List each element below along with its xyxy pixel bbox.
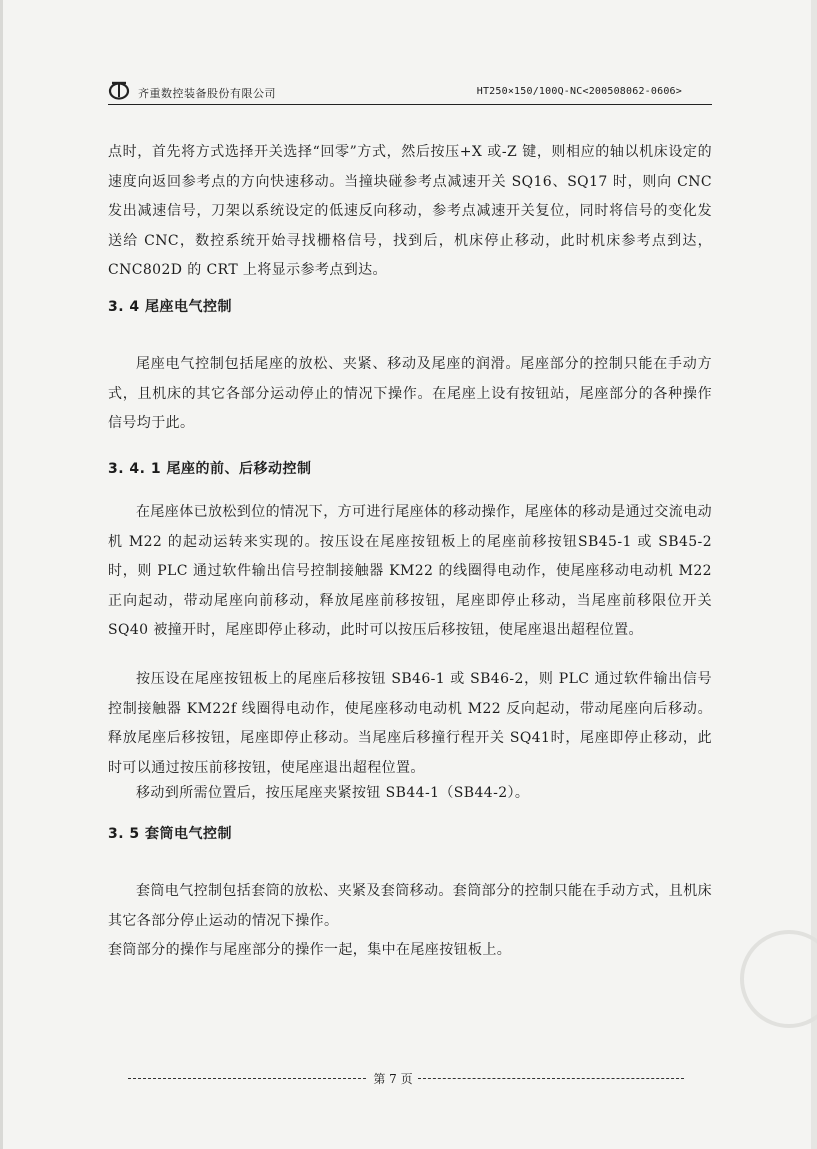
page-footer: [128, 1069, 688, 1089]
section-heading: 3. 4 尾座电气控制: [108, 299, 233, 315]
page-header: [108, 76, 712, 105]
section-heading: 3. 4. 1 尾座的前、后移动控制: [108, 461, 312, 477]
paragraph: 按压设在尾座按钮板上的尾座后移按钮 SB46-1 或 SB46-2，则 PLC 通过软件输出信号控制接触器 KM22f 线圈得电动作，使尾座移动电动机 M22 反向起动，带动尾座向后移动。释放尾座后移按钮，尾座即停止移动。当尾座后移撞行程开关 SQ41时，尾座即停止移动，此时可以通过按压前移按钮，使尾座退出超程位置。: [108, 671, 712, 776]
paragraph: 在尾座体已放松到位的情况下，方可进行尾座体的移动操作，尾座体的移动是通过交流电动机 M22 的起动运转来实现的。按压设在尾座按钮板上的尾座前移按钮SB45-1 或 SB45-2 时，则 PLC 通过软件输出信号控制接触器 KM22 的线圈得电动作，使尾座移动电动机 M22 正向起动，带动尾座向前移动，释放尾座前移按钮，尾座即停止移动，当尾座前移限位开关 SQ40 被撞开时，尾座即停止移动，此时可以按压后移按钮，使尾座退出超程位置。: [108, 504, 712, 638]
paragraph: 点时，首先将方式选择开关选择“回零”方式，然后按压+X 或-Z 键，则相应的轴以机床设定的速度向返回参考点的方向快速移动。当撞块碰参考点减速开关 SQ16、SQ17 时，则向 CNC 发出减速信号，刀架以系统设定的低速反向移动，参考点减速开关复位，同时将信号的变化发送给 CNC，数控系统开始寻找栅格信号，找到后，机床停止移动，此时机床参考点到达，CNC802D 的 CRT 上将显示参考点到达。: [108, 144, 712, 278]
footer-divider: [418, 1078, 684, 1079]
footer-divider: [128, 1078, 366, 1079]
paragraph: 套筒电气控制包括套筒的放松、夹紧及套筒移动。套筒部分的控制只能在手动方式，且机床其它各部分停止运动的情况下操作。: [108, 883, 712, 929]
page-number: 第 7 页: [373, 1072, 413, 1086]
company-name: 齐重数控装备股份有限公司: [138, 87, 276, 100]
paragraph: 尾座电气控制包括尾座的放松、夹紧、移动及尾座的润滑。尾座部分的控制只能在手动方式，且机床的其它各部分运动停止的情况下操作。在尾座上设有按钮站，尾座部分的各种操作信号均于此。: [108, 356, 712, 431]
company-logo-icon: [108, 80, 130, 100]
scan-edge: [0, 0, 3, 1149]
section-heading: 3. 5 套筒电气控制: [108, 826, 233, 842]
document-code: HT250×150/100Q-NC<200508062-0606>: [476, 86, 682, 97]
watermark-seal: [740, 930, 817, 1028]
paragraph: 套筒部分的操作与尾座部分的操作一起，集中在尾座按钮板上。: [108, 942, 512, 958]
paragraph: 移动到所需位置后，按压尾座夹紧按钮 SB44-1（SB44-2）。: [136, 785, 530, 801]
